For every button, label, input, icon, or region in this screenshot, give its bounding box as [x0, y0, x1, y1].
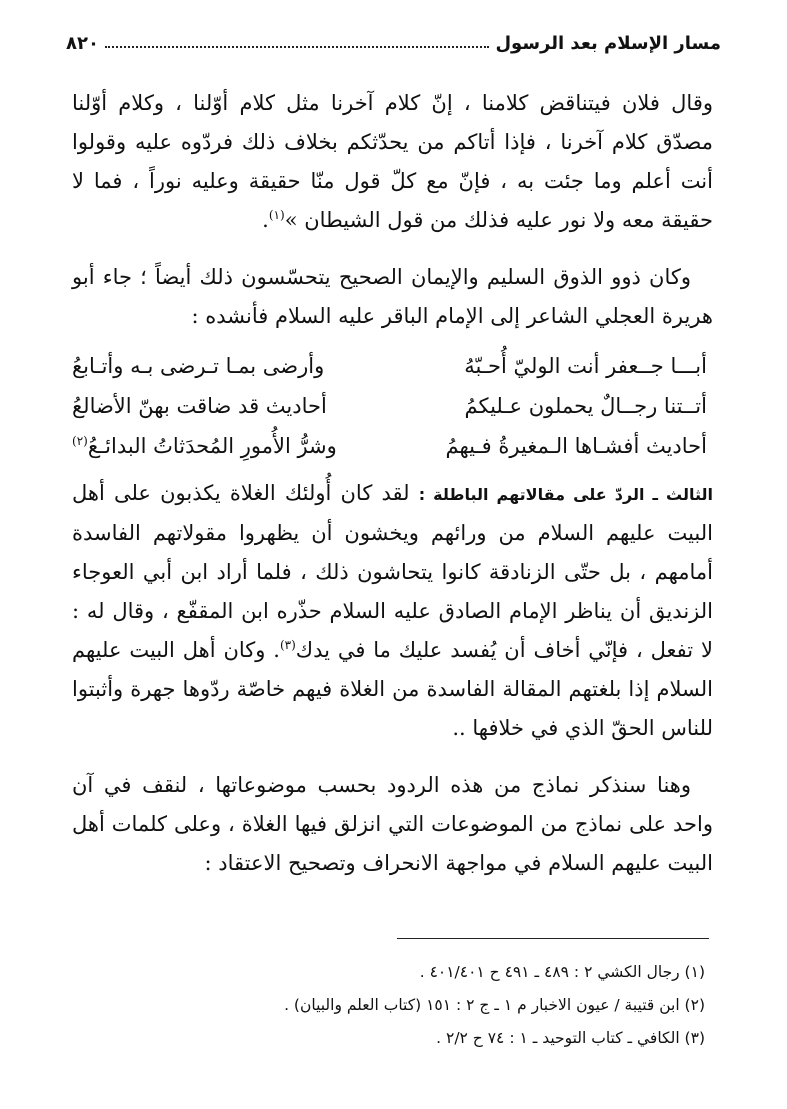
verse-first-hemistich: أحاديث أفشـاها الـمغيرةُ فـيهمُ	[445, 433, 707, 458]
paragraph-gap	[72, 240, 713, 258]
paragraph-3-continuation: . وكان أهل البيت عليهم السلام إذا بلغتهم المقالة الفاسدة من الغلاة فيهم خاصّة ردّوها جهرة وأثبتوا للناس الحقّ الذي في خلافها ..	[72, 638, 713, 740]
running-title: مسار الإسلام بعد الرسول	[495, 32, 721, 54]
verse-first-hemistich: أتــتنا رجــالٌ يحملون عـليكمُ	[464, 393, 707, 418]
paragraph-1-text: وقال فلان فيتناقض كلامنا ، إنّ كلام آخرنا مثل كلام أوّلنا ، وكلام أوّلنا مصدّق كلام آخرنا ، فإذا أتاكم من يحدّثكم بخلاف ذلك فردّوه عليه وقولوا أنت أعلم وما جئت به ، فإنّ مع كلّ قول منّا حقيقة وعليه نوراً ، فما لا حقيقة معه ولا نور عليه فذلك من قول الشيطان »	[72, 91, 713, 232]
running-header	[66, 30, 721, 56]
section-lead-heading: الثالث ـ الردّ على مقالاتهم الباطلة :	[418, 485, 713, 504]
footnote-item: (١) رجال الكشي ٢ : ٤٨٩ ـ ٤٩١ ح ٤٠١/٤٠١ .	[419, 963, 705, 981]
paragraph-3-text: لقد كان أُولئك الغلاة يكذبون على أهل البيت عليهم السلام من ورائهم ويخشون أن يظهروا مقولاتهم الفاسدة أمامهم ، بل حتّى الزنادقة كانوا يتحاشون ذلك ، فلما أراد ابن أبي العوجاء الزنديق أن يناظر الإمام الصادق عليه السلام حذّره ابن المقفّع ، وقال له : لا تفعل ، فإنّي أخاف أن يُفسد عليك ما في يدك	[72, 481, 713, 662]
paragraph-2: وكان ذوو الذوق السليم والإيمان الصحيح يتحسّسون ذلك أيضاً ؛ جاء أبو هريرة العجلي الشاعر إلى الإمام الباقر عليه السلام فأنشده :	[72, 265, 713, 328]
verse-row	[72, 426, 713, 466]
page-number: ٨٢٠	[66, 32, 99, 54]
footnote-ref-2[interactable]: (٢)	[72, 433, 88, 448]
footnote-separator	[397, 938, 709, 939]
verse-row	[72, 386, 713, 426]
header-leader-dots	[105, 46, 489, 48]
paragraph-3	[72, 474, 713, 748]
paragraph-4: وهنا سنذكر نماذج من هذه الردود بحسب موضوعاتها ، لنقف في آن واحد على نماذج من الموضوعات التي انزلق فيها الغلاة ، وعلى كلمات أهل البيت عليهم السلام في مواجهة الانحراف وتصحيح الاعتقاد :	[72, 773, 713, 875]
footnote-ref-3[interactable]: (٣)	[279, 638, 296, 652]
verse-first-hemistich: أبـــا جــعفر أنت الوليّ أُحـبّهُ	[464, 353, 707, 378]
footnote-ref-1[interactable]: (١)	[268, 208, 285, 222]
poem-verses	[72, 346, 713, 466]
paragraph-1	[72, 84, 713, 240]
footnotes	[74, 956, 705, 1055]
footnote-item: (٢) ابن قتيبة / عيون الاخبار م ١ ـ ج ٢ : ١٥١ (كتاب العلم والبيان) .	[284, 996, 705, 1014]
paragraph-1-end: .	[262, 208, 269, 232]
main-text	[72, 84, 713, 883]
verse-row	[72, 346, 713, 386]
verse-second-hemistich: وأرضى بمـا تـرضى بـه وأتـابعُ	[72, 353, 325, 378]
verse-second-hemistich: أحاديث قد ضاقت بهنّ الأضالعُ	[72, 393, 327, 418]
footnote-item: (٣) الكافي ـ كتاب التوحيد ـ ١ : ٧٤ ح ٢/٢ .	[436, 1029, 705, 1047]
paragraph-gap	[72, 748, 713, 766]
verse-second-hemistich-with-ref	[72, 427, 367, 466]
verse-second-hemistich-text: وشرُّ الأُمورِ المُحدَثاتُ البدائـعُ	[87, 433, 337, 458]
